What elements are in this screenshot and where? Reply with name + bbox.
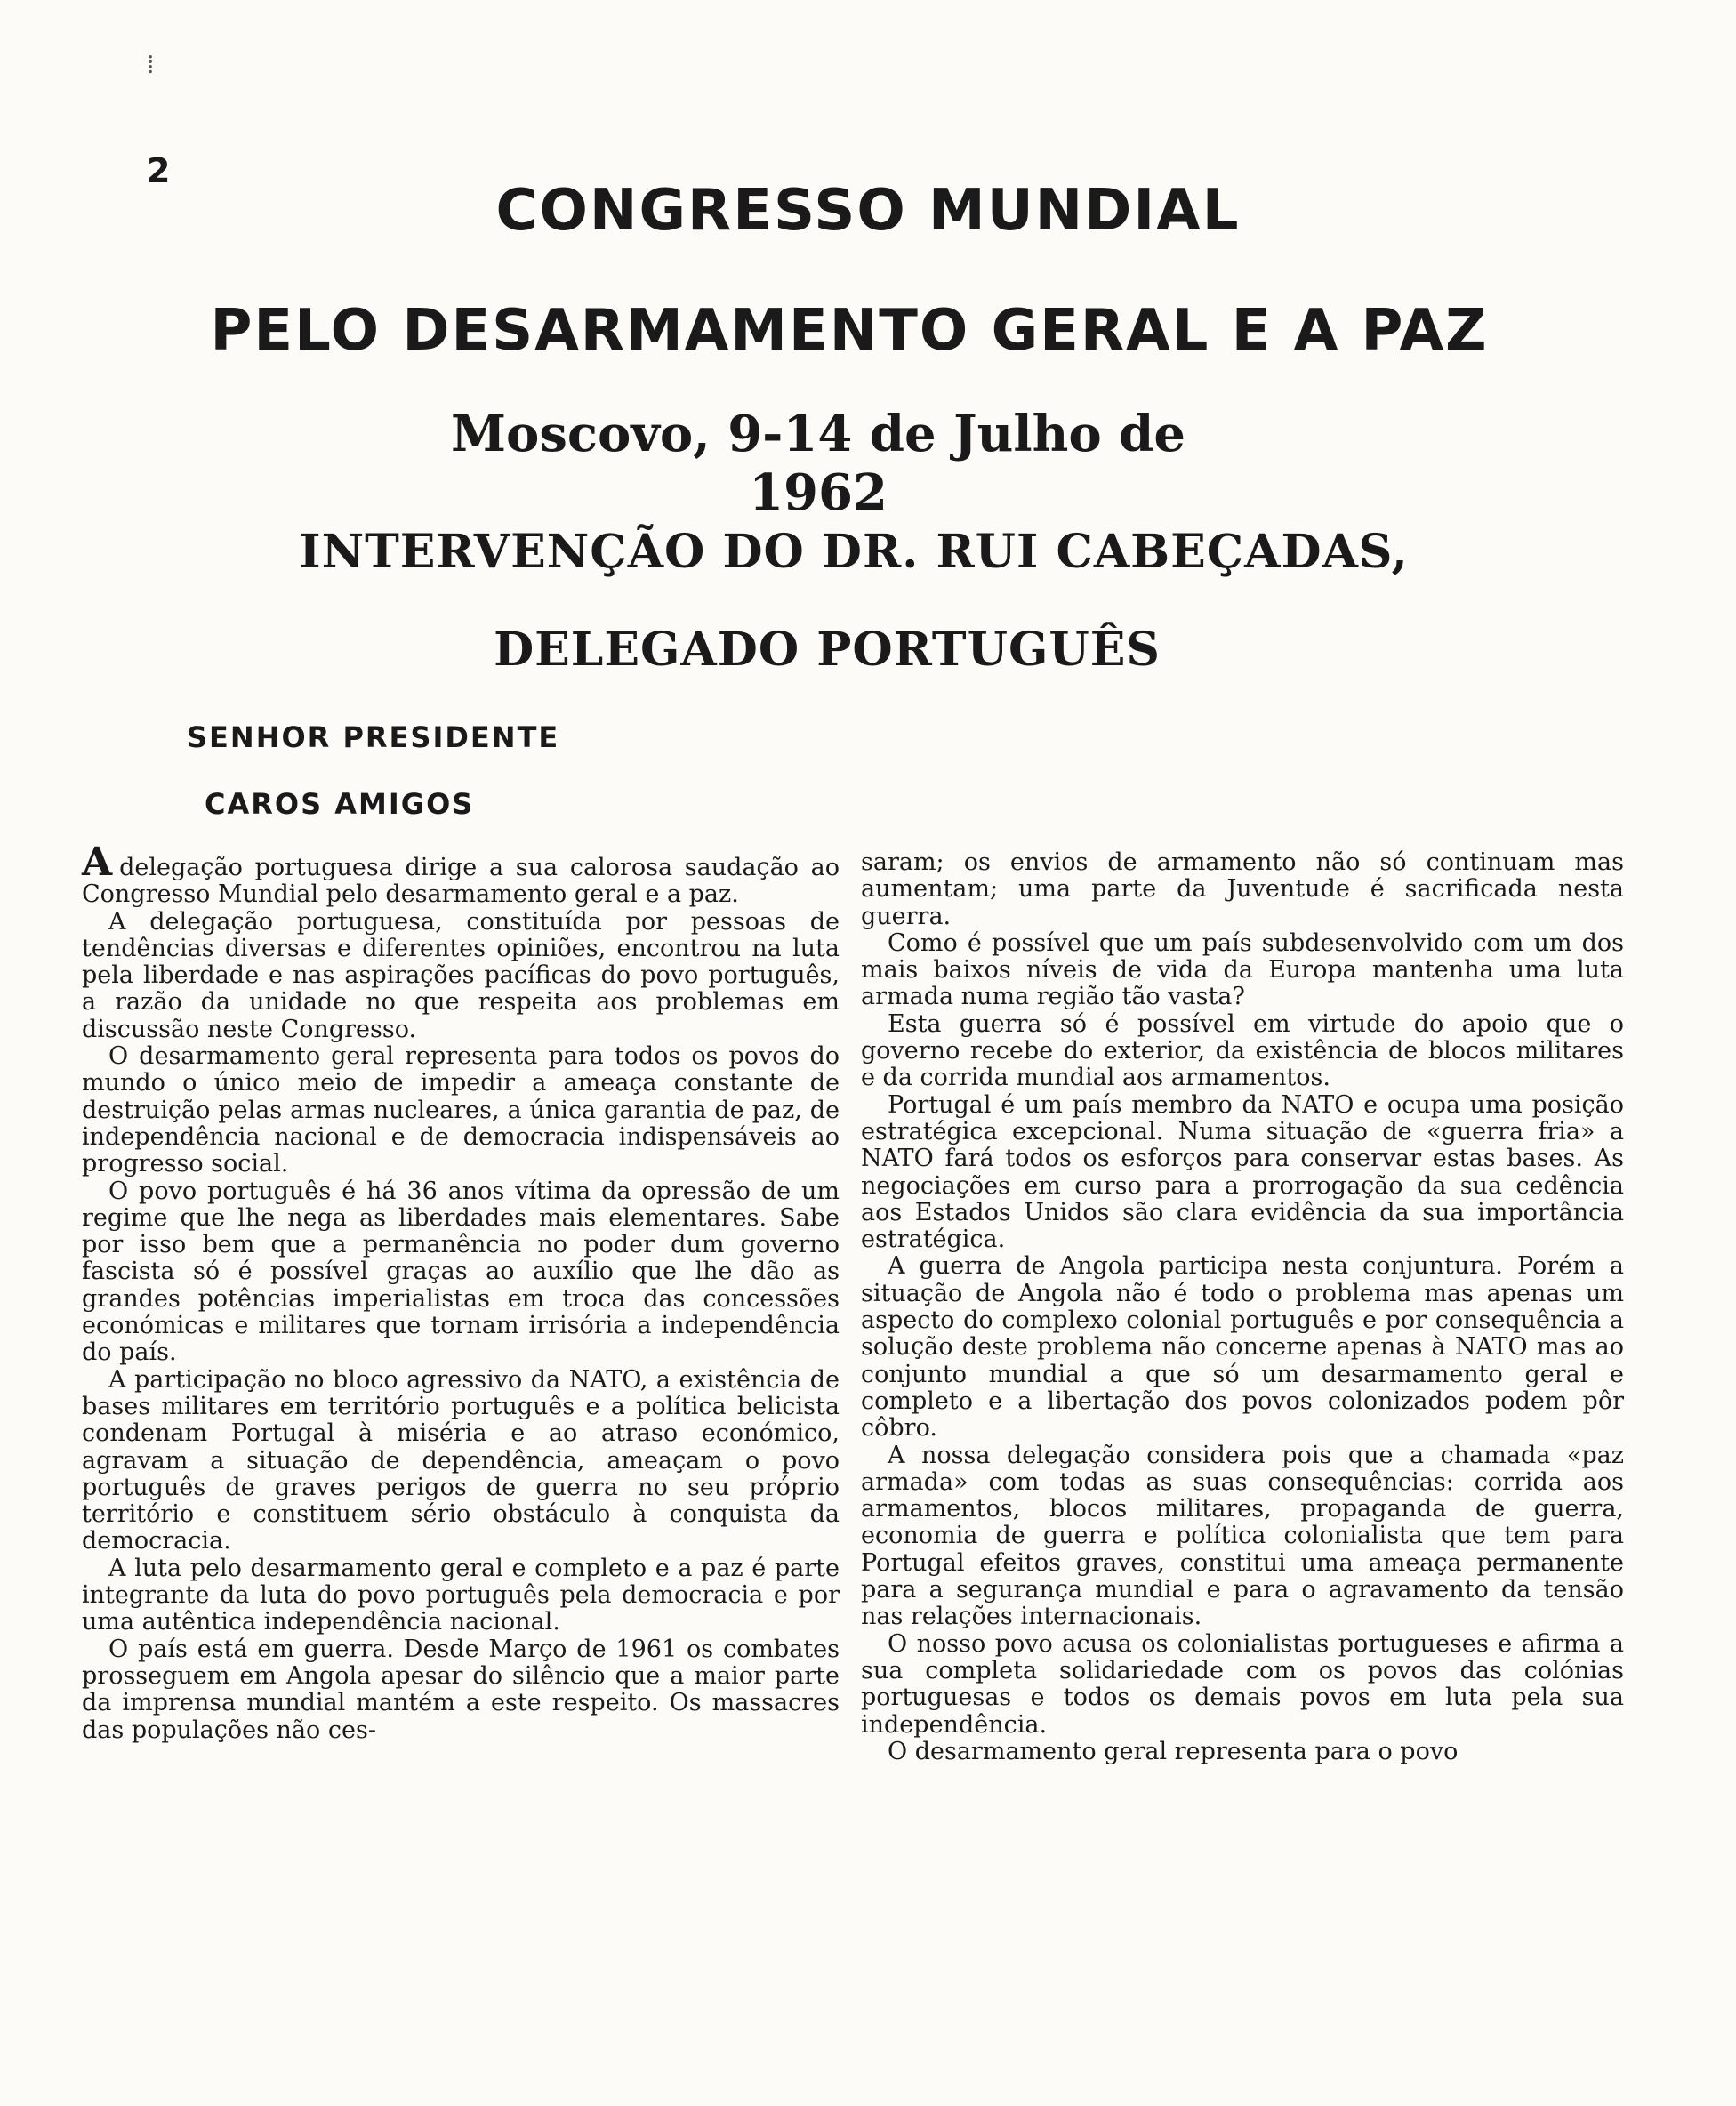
paragraph: O desarmamento geral representa para o povo	[888, 1737, 1459, 1765]
paragraph: O desarmamento geral representa para todos os povos do mundo o único meio de impedir a ameaça constante de destruição pelas armas nucleares, a única garantia de paz, de independência nacional e de democracia indispensáveis ao progresso social.	[82, 1042, 840, 1178]
paragraph: A luta pelo desarmamento geral e completo e a paz é parte integrante da luta do povo português pela democracia e por uma autêntica independência nacional.	[82, 1554, 840, 1636]
margin-mark: ⁞	[147, 49, 155, 80]
paragraph	[82, 840, 840, 909]
paragraph: Como é possível que um país subdesenvolvido com um dos mais baixos níveis de vida da Europa mantenha uma luta armada numa região tão vasta?	[861, 928, 1624, 1011]
right-column	[861, 849, 1624, 1765]
paragraph: Esta guerra só é possível em virtude do apoio que o governo recebe do exterior, da existência de blocos militares e da corrida mundial aos armamentos.	[861, 1009, 1624, 1092]
paragraph: saram; os envios de armamento não só continuam mas aumentam; uma parte da Juventude é sacrificada nesta guerra.	[861, 848, 1624, 930]
paragraph: A nossa delegação considera pois que a chamada «paz armada» com todas as suas consequências: corrida aos armamentos, blocos militares, propaganda de guerra, economia de guerra e política colonialista que tem para Portugal efeitos graves, constitui uma ameaça permanente para a segurança mundial e para o agravamento da tensão nas relações internacionais.	[861, 1441, 1624, 1631]
salutation-president: SENHOR PRESIDENTE	[187, 720, 560, 754]
title-line-1: CONGRESSO MUNDIAL	[495, 178, 1241, 244]
intervention-heading-1: INTERVENÇÃO DO DR. RUI CABEÇADAS,	[299, 525, 1409, 579]
intervention-heading-2: DELEGADO PORTUGUÊS	[494, 623, 1161, 677]
subtitle-place-date: Moscovo, 9-14 de Julho de 1962	[451, 405, 1185, 522]
paragraph: O nosso povo acusa os colonialistas portugueses e afirma a sua completa solidariedade com os povos das colónias portuguesas e todos os demais povos em luta pela sua independência.	[861, 1629, 1624, 1739]
title-line-2: PELO DESARMAMENTO GERAL E A PAZ	[210, 298, 1489, 364]
paragraph: A guerra de Angola participa nesta conjuntura. Porém a situação de Angola não é todo o problema mas apenas um aspecto do complexo colonial português e por consequência a solução deste problema não concerne apenas à NATO mas ao conjunto mundial a que só um desarmamento geral e completo e a libertação dos povos colonizados podem pôr côbro.	[861, 1252, 1624, 1443]
paragraph: O país está em guerra. Desde Março de 1961 os combates prosseguem em Angola apesar do silêncio que a maior parte da imprensa mundial mantém a este respeito. Os massacres das populações não ces-	[82, 1635, 840, 1744]
dropcap: A	[82, 840, 113, 885]
page-number: 2	[147, 151, 171, 190]
left-column	[82, 840, 840, 1744]
salutation-friends: CAROS AMIGOS	[205, 787, 475, 821]
paragraph: Portugal é um país membro da NATO e ocupa uma posição estratégica excepcional. Numa situação de «guerra fria» a NATO fará todos os esforços para conservar estas bases. As negociações em curso para a prorrogação da sua cedência aos Estados Unidos são clara evidência da sua importância estratégica.	[861, 1090, 1624, 1254]
paragraph: A participação no bloco agressivo da NATO, a existência de bases militares em território português e a política belicista condenam Portugal à miséria e ao atraso económico, agravam a situação de dependência, ameaçam o povo português de graves perigos de guerra no seu próprio território e constituem sério obstáculo à conquista da democracia.	[82, 1365, 840, 1555]
paragraph: O povo português é há 36 anos vítima da opressão de um regime que lhe nega as liberdades mais elementares. Sabe por isso bem que a permanência no poder dum governo fascista só é possível graças ao auxílio que lhe dão as grandes potências imperialistas em troca das concessões económicas e militares que tornam irrisória a independência do país.	[82, 1177, 840, 1367]
paragraph: A delegação portuguesa, constituída por pessoas de tendências diversas e diferentes opiniões, encontrou na luta pela liberdade e nas aspirações pacíficas do povo português, a razão da unidade no que respeita aos problemas em discussão neste Congresso.	[82, 907, 840, 1043]
paragraph-text: delegação portuguesa dirige a sua calorosa saudação ao Congresso Mundial pelo desarmamento geral e a paz.	[82, 854, 840, 909]
